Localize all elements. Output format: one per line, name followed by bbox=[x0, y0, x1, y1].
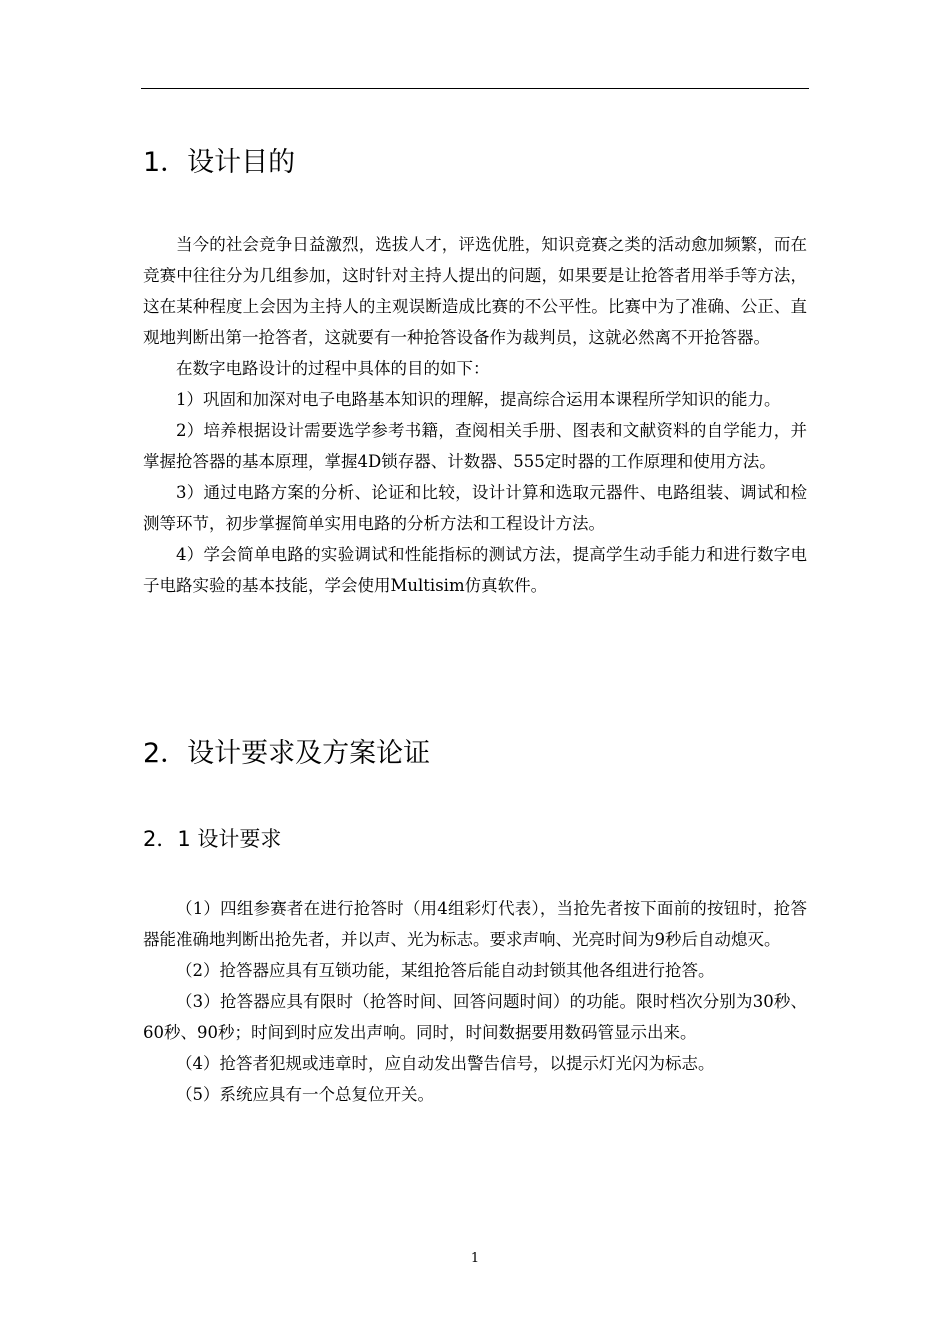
section-2-1-body bbox=[143, 893, 807, 1110]
paragraph: 当今的社会竞争日益激烈，选拔人才，评选优胜，知识竞赛之类的活动愈加频繁，而在竞赛中往往分为几组参加，这时针对主持人提出的问题，如果要是让抢答者用举手等方法，这在某种程度上会因为主持人的主观误断造成比赛的不公平性。比赛中为了准确、公正、直观地判断出第一抢答者，这就要有一种抢答设备作为裁判员，这就必然离不开抢答器。 bbox=[143, 235, 807, 347]
paragraph: 在数字电路设计的过程中具体的目的如下： bbox=[176, 359, 490, 378]
list-item: 1）巩固和加深对电子电路基本知识的理解，提高综合运用本课程所学知识的能力。 bbox=[176, 390, 781, 409]
list-item: 3）通过电路方案的分析、论证和比较，设计计算和选取元器件、电路组装、调试和检测等环节，初步掌握简单实用电路的分析方法和工程设计方法。 bbox=[143, 483, 807, 533]
list-item: （4）抢答者犯规或违章时，应自动发出警告信号，以提示灯光闪为标志。 bbox=[176, 1054, 715, 1073]
section-2-heading: 2．设计要求及方案论证 bbox=[143, 738, 431, 769]
list-item: （3）抢答器应具有限时（抢答时间、回答问题时间）的功能。限时档次分别为30秒、60秒、90秒；时间到时应发出声响。同时，时间数据要用数码管显示出来。 bbox=[143, 992, 807, 1042]
header-rule bbox=[141, 88, 809, 89]
list-item: （1）四组参赛者在进行抢答时（用4组彩灯代表），当抢先者按下面前的按钮时，抢答器能准确地判断出抢先者，并以声、光为标志。要求声响、光亮时间为9秒后自动熄灭。 bbox=[143, 899, 807, 949]
subsection-2-1-heading: 2．1 设计要求 bbox=[143, 827, 282, 851]
section-1-body bbox=[143, 229, 807, 601]
list-item: （2）抢答器应具有互锁功能，某组抢答后能自动封锁其他各组进行抢答。 bbox=[176, 961, 715, 980]
page-number: 1 bbox=[470, 1251, 480, 1266]
list-item: （5）系统应具有一个总复位开关。 bbox=[176, 1085, 434, 1104]
list-item: 2）培养根据设计需要选学参考书籍，查阅相关手册、图表和文献资料的自学能力，并掌握抢答器的基本原理，掌握4D锁存器、计数器、555定时器的工作原理和使用方法。 bbox=[143, 421, 807, 471]
section-1-heading: 1．设计目的 bbox=[143, 147, 296, 178]
list-item: 4）学会简单电路的实验调试和性能指标的测试方法，提高学生动手能力和进行数字电子电路实验的基本技能，学会使用Multisim仿真软件。 bbox=[143, 545, 807, 595]
